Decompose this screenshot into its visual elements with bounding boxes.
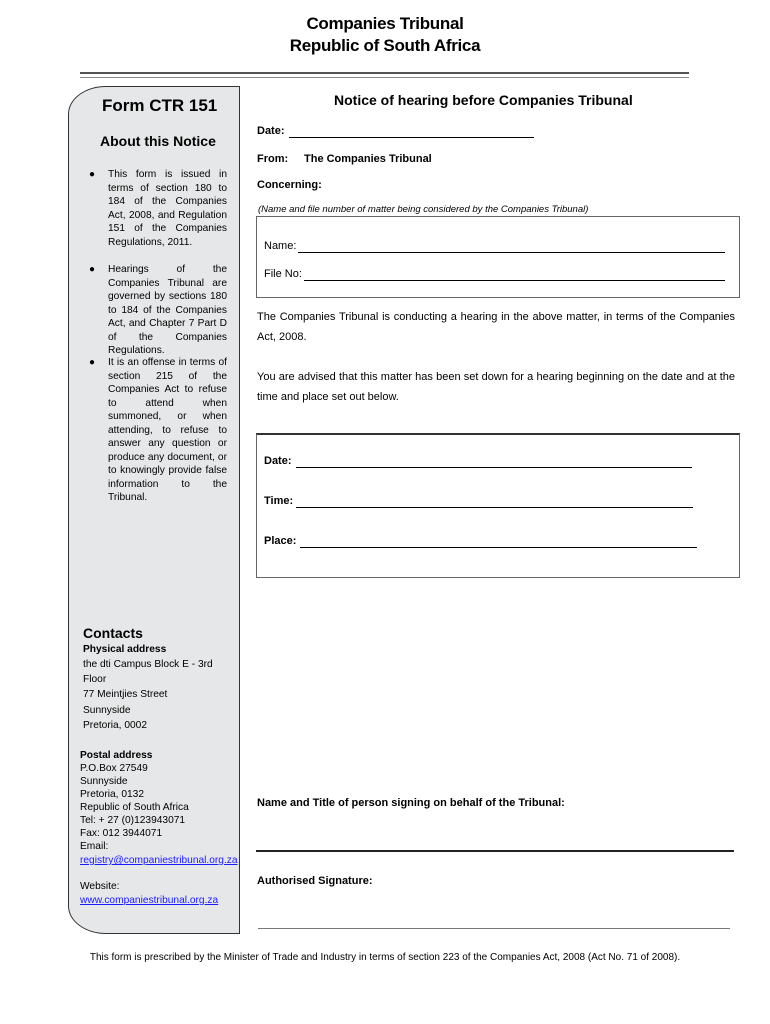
postal-address-line: Pretoria, 0132 xyxy=(80,789,144,800)
about-bullet-text: This form is issued in terms of section 180 to 184 of the Companies Act, 2008, and Regulation 151 of the Companies Regulations, 2011. xyxy=(108,169,227,248)
physical-address-line: Pretoria, 0002 xyxy=(83,720,147,731)
hearing-details-box xyxy=(256,433,740,578)
signatory-label: Name and Title of person signing on behalf of the Tribunal: xyxy=(257,797,565,809)
signatory-field[interactable] xyxy=(256,850,734,852)
physical-address-line: Sunnyside xyxy=(83,705,131,716)
header-divider xyxy=(80,72,689,74)
file-no-label: File No: xyxy=(264,268,302,280)
physical-address-label: Physical address xyxy=(83,644,167,655)
postal-address-label: Postal address xyxy=(80,750,153,761)
about-bullet-text: It is an offense in terms of section 215 of the Companies Act to refuse to attend when summoned, or when attending, to refuse to answer any question or produce any document, or to knowingly provide false information to the Tribunal. xyxy=(108,357,227,503)
file-no-field[interactable] xyxy=(304,280,725,281)
page-title: Companies Tribunal xyxy=(306,14,464,33)
bullet-icon: ● xyxy=(89,357,96,368)
hearing-place-label: Place: xyxy=(264,535,297,547)
hearing-date-field[interactable] xyxy=(296,467,692,468)
bullet-icon: ● xyxy=(89,169,96,180)
website-label: Website: xyxy=(80,881,120,892)
name-label: Name: xyxy=(264,240,297,252)
postal-address-line: Republic of South Africa xyxy=(80,802,189,813)
name-field[interactable] xyxy=(298,252,725,253)
concerning-label: Concerning: xyxy=(257,179,322,191)
bullet-icon: ● xyxy=(89,264,96,275)
header-divider-thin xyxy=(80,77,689,78)
hearing-place-field[interactable] xyxy=(300,547,697,548)
postal-address-line: Sunnyside xyxy=(80,776,128,787)
physical-address-line: the dti Campus Block E - 3rd xyxy=(83,659,213,670)
about-bullet xyxy=(89,356,227,505)
signature-label: Authorised Signature: xyxy=(257,875,373,887)
contacts-heading: Contacts xyxy=(83,625,143,641)
email-link[interactable]: registry@companiestribunal.org.za xyxy=(80,855,238,866)
footer-note: This form is prescribed by the Minister of Trade and Industry in terms of section 223 of the Companies Act, 2008 (Act No. 71 of 2008). xyxy=(89,952,681,963)
hearing-time-label: Time: xyxy=(264,495,294,507)
about-notice-heading: About this Notice xyxy=(100,133,216,149)
postal-address-line: Fax: 012 3944071 xyxy=(80,828,163,839)
concerning-box xyxy=(256,216,740,298)
page-subtitle: Republic of South Africa xyxy=(289,36,481,55)
physical-address-line: Floor xyxy=(83,674,107,685)
postal-address-line: P.O.Box 27549 xyxy=(80,763,148,774)
hearing-intro-paragraph: The Companies Tribunal is conducting a hearing in the above matter, in terms of the Companies Act, 2008. xyxy=(257,311,735,343)
website-link[interactable]: www.companiestribunal.org.za xyxy=(80,895,219,906)
date-field[interactable] xyxy=(289,137,534,138)
signature-field[interactable] xyxy=(258,928,730,929)
notice-title: Notice of hearing before Companies Tribunal xyxy=(334,92,633,108)
about-bullet xyxy=(89,263,227,358)
from-value: The Companies Tribunal xyxy=(304,153,432,165)
email-label: Email: xyxy=(80,841,109,852)
hearing-time-field[interactable] xyxy=(296,507,693,508)
hearing-date-label: Date: xyxy=(264,455,292,467)
about-bullet xyxy=(89,168,227,249)
date-label: Date: xyxy=(257,125,285,137)
about-bullet-text: Hearings of the Companies Tribunal are governed by sections 180 to 184 of the Companies Act, and Chapter 7 Part D of the Companies Regulations. xyxy=(108,264,227,356)
postal-address-line: Tel: + 27 (0)123943071 xyxy=(80,815,186,826)
from-label: From: xyxy=(257,153,289,165)
physical-address-line: 77 Meintjies Street xyxy=(83,689,168,700)
form-number-title: Form CTR 151 xyxy=(102,96,218,115)
concerning-hint: (Name and file number of matter being considered by the Companies Tribunal) xyxy=(258,204,589,215)
hearing-advice-paragraph: You are advised that this matter has been set down for a hearing beginning on the date and at the time and place set out below. xyxy=(257,371,735,403)
